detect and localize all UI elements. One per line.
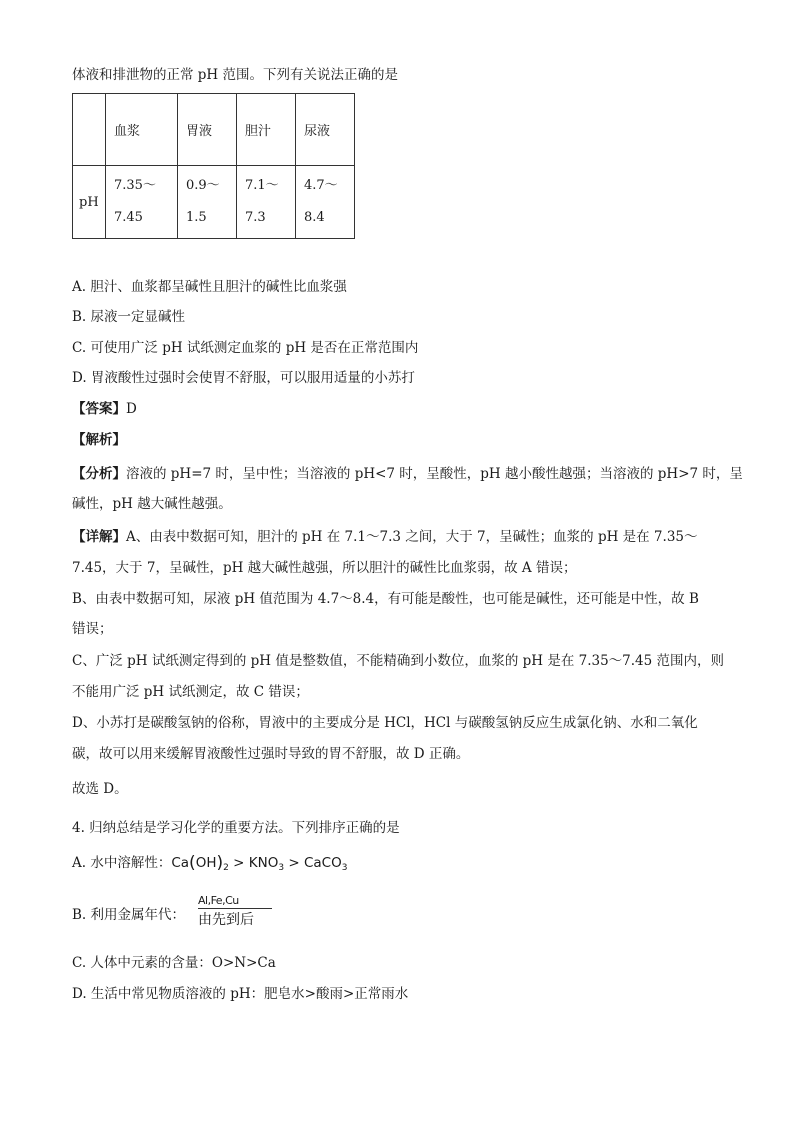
detail-line: 错误；: [72, 621, 113, 637]
cell-range-end: 7.45: [114, 210, 143, 225]
q4-option-b: [72, 905, 185, 925]
sequence-arrow: [198, 908, 272, 909]
q4-option-d: D. 生活中常见物质溶液的 pH：肥皂水>酸雨>正常雨水: [72, 986, 409, 1002]
analysis-heading: [72, 430, 126, 450]
xiangjie-tag: 【详解】: [72, 529, 126, 545]
xiangjie-text: A、由表中数据可知，胆汁的 pH 在 7.1～7.3 之间，大于 7，呈碱性；血浆的 pH 是在 7.35～: [126, 529, 698, 545]
formula-caco: > CaCO: [284, 855, 342, 871]
option-a: A. 胆汁、血浆都呈碱性且胆汁的碱性比血浆强: [72, 279, 347, 295]
detail-line: C、广泛 pH 试纸测定得到的 pH 值是整数值，不能精确到小数位，血浆的 pH 是在 7.35～7.45 范围内，则: [72, 653, 725, 669]
detail-line: B、由表中数据可知，尿液 pH 值范围为 4.7～8.4，有可能是酸性，也可能是碱性，还可能是中性，故 B: [72, 591, 699, 607]
cell-range-start: 0.9～: [186, 178, 220, 193]
fenxi-line-2: 碱性，pH 越大碱性越强。: [72, 496, 232, 512]
xiangjie-line-1: [72, 527, 698, 547]
formula-sub: 3: [278, 863, 285, 873]
option-b: B. 尿液一定显碱性: [72, 309, 186, 325]
formula-kno: > KNO: [228, 855, 279, 871]
formula-sub: 3: [341, 863, 348, 873]
sequence-caption: 由先到后: [198, 912, 254, 928]
answer-line: [72, 399, 137, 419]
detail-line: 不能用广泛 pH 试纸测定，故 C 错误；: [72, 684, 309, 700]
metal-sequence: [198, 895, 278, 929]
row-label-ph: pH: [73, 166, 106, 239]
detail-line: 碳，故可以用来缓解胃液酸性过强时导致的胃不舒服，故 D 正确。: [72, 746, 470, 762]
question-intro: 体液和排泄物的正常 pH 范围。下列有关说法正确的是: [72, 67, 398, 83]
formula-ca: Ca: [171, 855, 190, 871]
header-gastric-juice: 胃液: [178, 94, 237, 166]
header-urine: 尿液: [296, 94, 355, 166]
cell-blood-plasma: [106, 166, 178, 239]
q4-option-c: C. 人体中元素的含量：O>N>Ca: [72, 955, 276, 971]
cell-range-start: 7.1～: [245, 178, 279, 193]
fenxi-tag: 【分析】: [72, 466, 126, 482]
detail-line: 故选 D。: [72, 781, 128, 797]
solubility-formula: $Ca(OH)_2 > KNO_3$ > CaCO$_3$: [171, 853, 348, 873]
metal-list: Al,Fe,Cu: [198, 894, 239, 907]
option-d: D. 胃液酸性过强时会使胃不舒服，可以服用适量的小苏打: [72, 370, 415, 386]
question-4-stem: 4. 归纳总结是学习化学的重要方法。下列排序正确的是: [72, 820, 400, 836]
q4-option-b-label: B. 利用金属年代：: [72, 907, 186, 923]
answer-tag: 【答案】: [72, 401, 126, 417]
ph-table: [72, 93, 355, 239]
detail-line: D、小苏打是碳酸氢钠的俗称，胃液中的主要成分是 HCl，HCl 与碳酸氢钠反应生成氯化钠、水和二氧化: [72, 715, 698, 731]
answer-value: D: [126, 401, 137, 417]
cell-range-end: 8.4: [304, 210, 325, 225]
cell-range-end: 1.5: [186, 210, 207, 225]
q4-option-a-label: A. 水中溶解性：: [72, 855, 172, 871]
cell-gastric-juice: [178, 166, 237, 239]
cell-range-start: 4.7～: [304, 178, 338, 193]
table-row: [73, 166, 355, 239]
analysis-tag: 【解析】: [72, 432, 126, 448]
option-c: C. 可使用广泛 pH 试纸测定血浆的 pH 是否在正常范围内: [72, 340, 419, 356]
q4-option-a: [72, 853, 347, 878]
formula-sub: 2: [223, 863, 229, 873]
formula-oh: OH: [195, 855, 217, 871]
table-corner-cell: [73, 94, 106, 166]
cell-bile: [237, 166, 296, 239]
cell-range-end: 7.3: [245, 210, 266, 225]
header-blood-plasma: 血浆: [106, 94, 178, 166]
cell-urine: [296, 166, 355, 239]
table-header-row: [73, 94, 355, 166]
fenxi-line-1: [72, 464, 743, 484]
fenxi-text: 溶液的 pH=7 时，呈中性；当溶液的 pH<7 时，呈酸性，pH 越小酸性越强；当溶液的 pH>7 时，呈: [126, 466, 743, 482]
header-bile: 胆汁: [237, 94, 296, 166]
cell-range-start: 7.35～: [114, 178, 156, 193]
detail-line: 7.45，大于 7，呈碱性，pH 越大碱性越强，所以胆汁的碱性比血浆弱，故 A 错误；: [72, 560, 577, 576]
